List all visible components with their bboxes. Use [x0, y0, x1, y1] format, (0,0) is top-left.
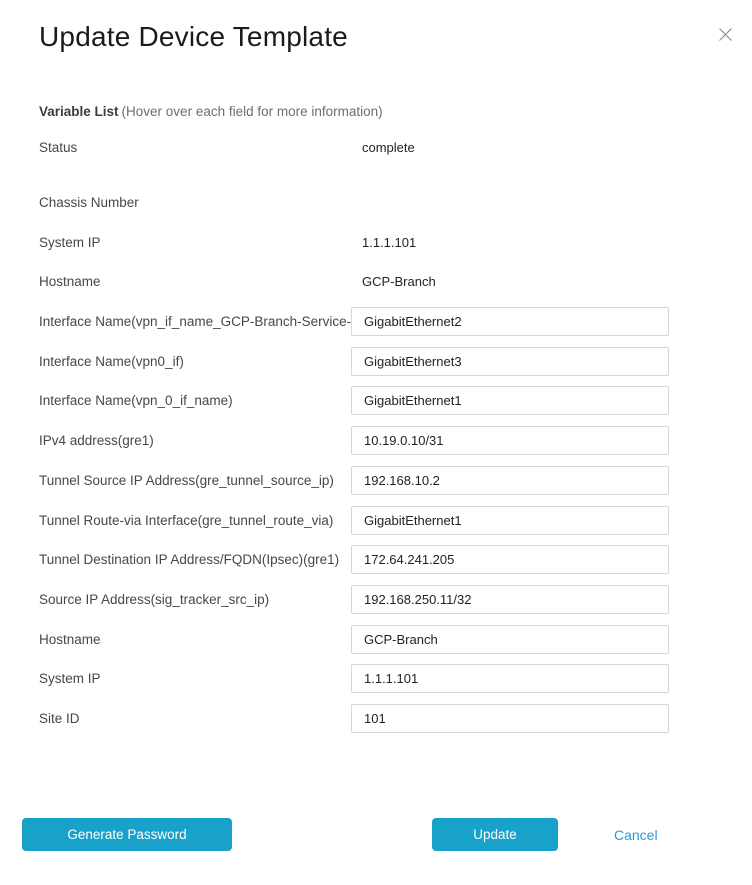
dialog-title: Update Device Template: [39, 21, 348, 52]
field-label: Tunnel Source IP Address(gre_tunnel_source_ip): [39, 472, 334, 488]
field-row-input: [0, 659, 752, 699]
field-input[interactable]: [351, 386, 669, 415]
field-row-input: [0, 341, 752, 381]
field-input[interactable]: [351, 466, 669, 495]
footer: [0, 818, 752, 851]
field-input[interactable]: [351, 664, 669, 693]
field-row-input: [0, 699, 752, 739]
field-label: Tunnel Route-via Interface(gre_tunnel_route_via): [39, 512, 334, 528]
field-row-input: [0, 540, 752, 580]
field-row-input: [0, 500, 752, 540]
field-value: GCP-Branch: [362, 274, 436, 290]
field-row-input: [0, 421, 752, 461]
field-label: Tunnel Destination IP Address/FQDN(Ipsec)(gre1): [39, 552, 340, 568]
field-input[interactable]: [351, 585, 669, 614]
variable-list-title: Variable List: [39, 104, 119, 119]
field-label: Hostname: [39, 631, 101, 647]
generate-password-button[interactable]: Generate Password: [22, 818, 232, 851]
field-row-static: [0, 128, 752, 168]
field-row-input: [0, 302, 752, 342]
field-row-input: [0, 580, 752, 620]
close-button[interactable]: [716, 25, 734, 43]
field-row-static: [0, 183, 752, 223]
field-label: System IP: [39, 234, 101, 250]
cancel-link[interactable]: Cancel: [614, 826, 658, 843]
field-input[interactable]: [351, 506, 669, 535]
field-input[interactable]: [351, 625, 669, 654]
field-input[interactable]: [351, 307, 669, 336]
field-row-static: [0, 262, 752, 302]
field-row-input: [0, 619, 752, 659]
field-label: Hostname: [39, 274, 101, 290]
field-input[interactable]: [351, 426, 669, 455]
variable-list-header: [39, 103, 713, 120]
update-button[interactable]: Update: [432, 818, 558, 851]
update-device-template-dialog: [0, 20, 752, 885]
field-value: complete: [362, 140, 415, 156]
field-input[interactable]: [351, 347, 669, 376]
field-label: Status: [39, 140, 78, 156]
field-row-input: [0, 381, 752, 421]
field-label: Interface Name(vpn_0_if_name): [39, 393, 233, 409]
form-rows: [0, 128, 752, 738]
field-input[interactable]: [351, 704, 669, 733]
field-label: IPv4 address(gre1): [39, 433, 154, 449]
field-label: Interface Name(vpn0_if): [39, 353, 184, 369]
field-row-static: [0, 222, 752, 262]
close-icon: [719, 28, 732, 41]
field-input[interactable]: [351, 545, 669, 574]
field-value: 1.1.1.101: [362, 234, 417, 250]
field-row-input: [0, 461, 752, 501]
variable-list-hint: (Hover over each field for more information): [121, 104, 383, 119]
field-label: System IP: [39, 671, 101, 687]
field-label: Interface Name(vpn_if_name_GCP-Branch-Service-: [39, 314, 351, 330]
field-label: Chassis Number: [39, 195, 139, 211]
row-spacer: [0, 168, 752, 183]
field-label: Source IP Address(sig_tracker_src_ip): [39, 591, 270, 607]
field-label: Site ID: [39, 710, 80, 726]
